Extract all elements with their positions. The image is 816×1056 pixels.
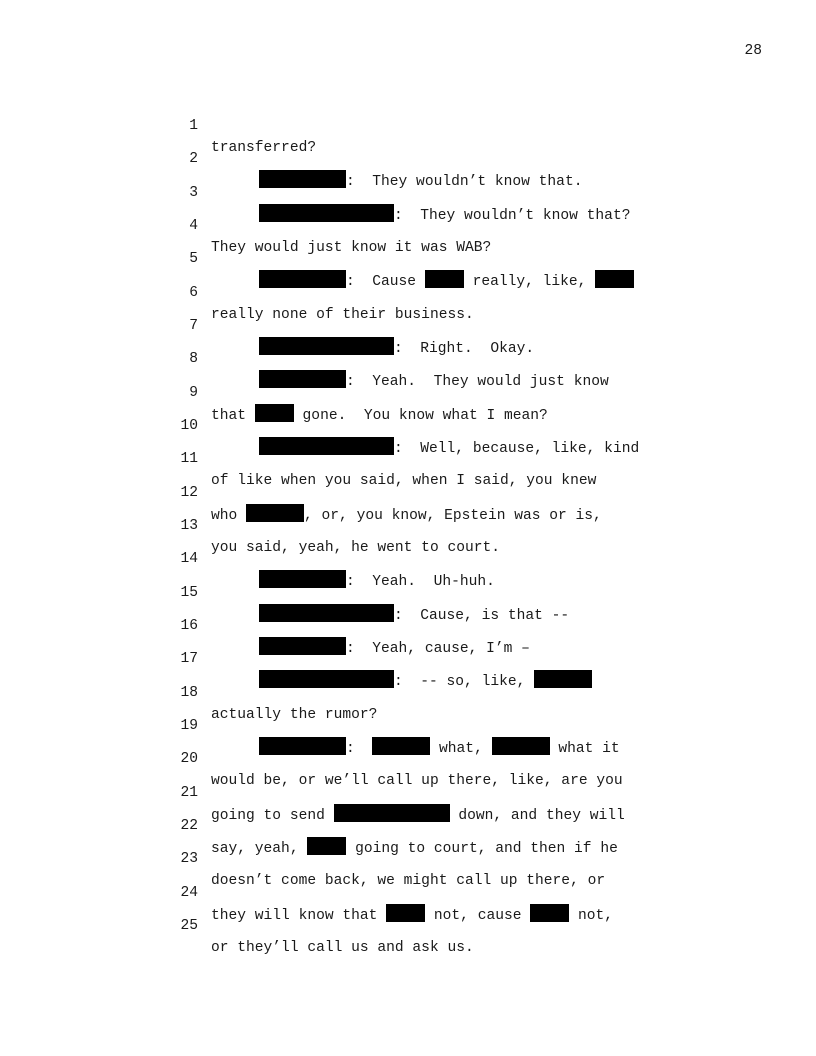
line-segment: going to court, and then if he [346,841,618,857]
redaction-box [255,404,294,422]
line-number: 3 [189,185,198,201]
line-segment: what it [549,741,620,757]
redaction-box [259,637,346,655]
line-segment: really, like, [463,274,596,290]
line-number: 18 [180,685,198,701]
redaction-box [425,270,464,288]
page-number: 28 [744,43,762,59]
line-number: 17 [180,651,198,667]
line-text [211,504,602,527]
transcript-line [0,160,631,224]
line-segment: : Yeah. They would just know [346,374,609,390]
line-number: 23 [180,851,198,867]
line-number: 4 [189,218,198,234]
line-text [211,804,625,827]
line-segment: down, and they will [449,808,625,824]
line-number: 8 [189,351,198,367]
line-text: or they’ll call us and ask us. [211,940,474,956]
line-segment: say, yeah, [211,841,308,857]
redaction-box [259,604,394,622]
redaction-box [334,804,450,822]
line-number: 10 [180,418,198,434]
line-text [259,637,530,660]
redaction-box [259,437,394,455]
redaction-box [259,170,346,188]
line-segment: : -- so, like, [394,674,535,690]
line-number: 19 [180,718,198,734]
line-text [259,204,630,227]
line-text: would be, or we’ll call up there, like, are you [211,773,623,789]
line-number: 11 [180,451,198,467]
line-number: 21 [180,785,198,801]
redaction-box [259,737,346,755]
transcript-line [0,660,378,723]
line-segment: they will know that [211,908,387,924]
line-number: 15 [180,585,198,601]
redaction-box [372,737,430,755]
line-text [211,904,613,927]
line-text [259,737,620,760]
redaction-box [259,204,394,222]
line-number: 20 [180,751,198,767]
line-segment: : Cause [346,274,425,290]
line-segment: what, [430,741,492,757]
line-text [259,604,569,627]
line-segment: : Well, because, like, kind [394,441,640,457]
line-text: really none of their business. [211,307,474,323]
line-number: 12 [180,485,198,501]
line-number: 9 [189,385,198,401]
transcript-line [0,193,492,256]
redaction-box [259,570,346,588]
line-text [259,570,495,593]
line-text [211,404,548,427]
line-text: actually the rumor? [211,707,378,723]
redaction-box [307,837,346,855]
line-text [259,170,582,193]
line-segment: : They wouldn’t know that. [346,174,583,190]
line-segment: not, [569,908,614,924]
redaction-box [246,504,304,522]
transcript-line [0,93,317,156]
line-number: 22 [180,818,198,834]
line-segment: that [211,408,255,424]
redaction-box [534,670,592,688]
line-text [259,370,609,393]
line-number: 14 [180,551,198,567]
line-number: 2 [189,151,198,167]
line-segment: : They wouldn’t know that? [394,208,631,224]
line-segment: going to send [211,808,334,824]
line-text [259,670,592,693]
line-text: They would just know it was WAB? [211,240,492,256]
line-text [259,270,634,293]
line-segment: gone. You know what I mean? [293,408,548,424]
line-number: 5 [189,251,198,267]
line-text [259,437,639,460]
line-segment: not, cause [425,908,531,924]
line-text: of like when you said, when I said, you knew [211,473,597,489]
line-segment: who [211,508,247,524]
line-number: 7 [189,318,198,334]
line-segment: : Yeah. Uh-huh. [346,574,495,590]
line-segment: : [346,741,373,757]
line-number: 13 [180,518,198,534]
line-number: 1 [189,118,198,134]
line-number: 16 [180,618,198,634]
line-text [259,337,534,360]
redaction-box [259,670,394,688]
line-number: 6 [189,285,198,301]
redaction-box [595,270,634,288]
redaction-box [259,370,346,388]
line-text: you said, yeah, he went to court. [211,540,501,556]
redaction-box [492,737,550,755]
line-number: 25 [180,918,198,934]
redaction-box [259,270,346,288]
line-segment: , or, you know, Epstein was or is, [304,508,602,524]
line-segment: : Yeah, cause, I’m – [346,641,530,657]
redaction-box [259,337,394,355]
line-text: transferred? [211,140,317,156]
line-number: 24 [180,885,198,901]
line-text: doesn’t come back, we might call up there, or [211,873,606,889]
redaction-box [386,904,425,922]
redaction-box [530,904,569,922]
line-segment: : Cause, is that -- [394,608,570,624]
line-segment: : Right. Okay. [394,341,535,357]
line-text [211,837,618,860]
